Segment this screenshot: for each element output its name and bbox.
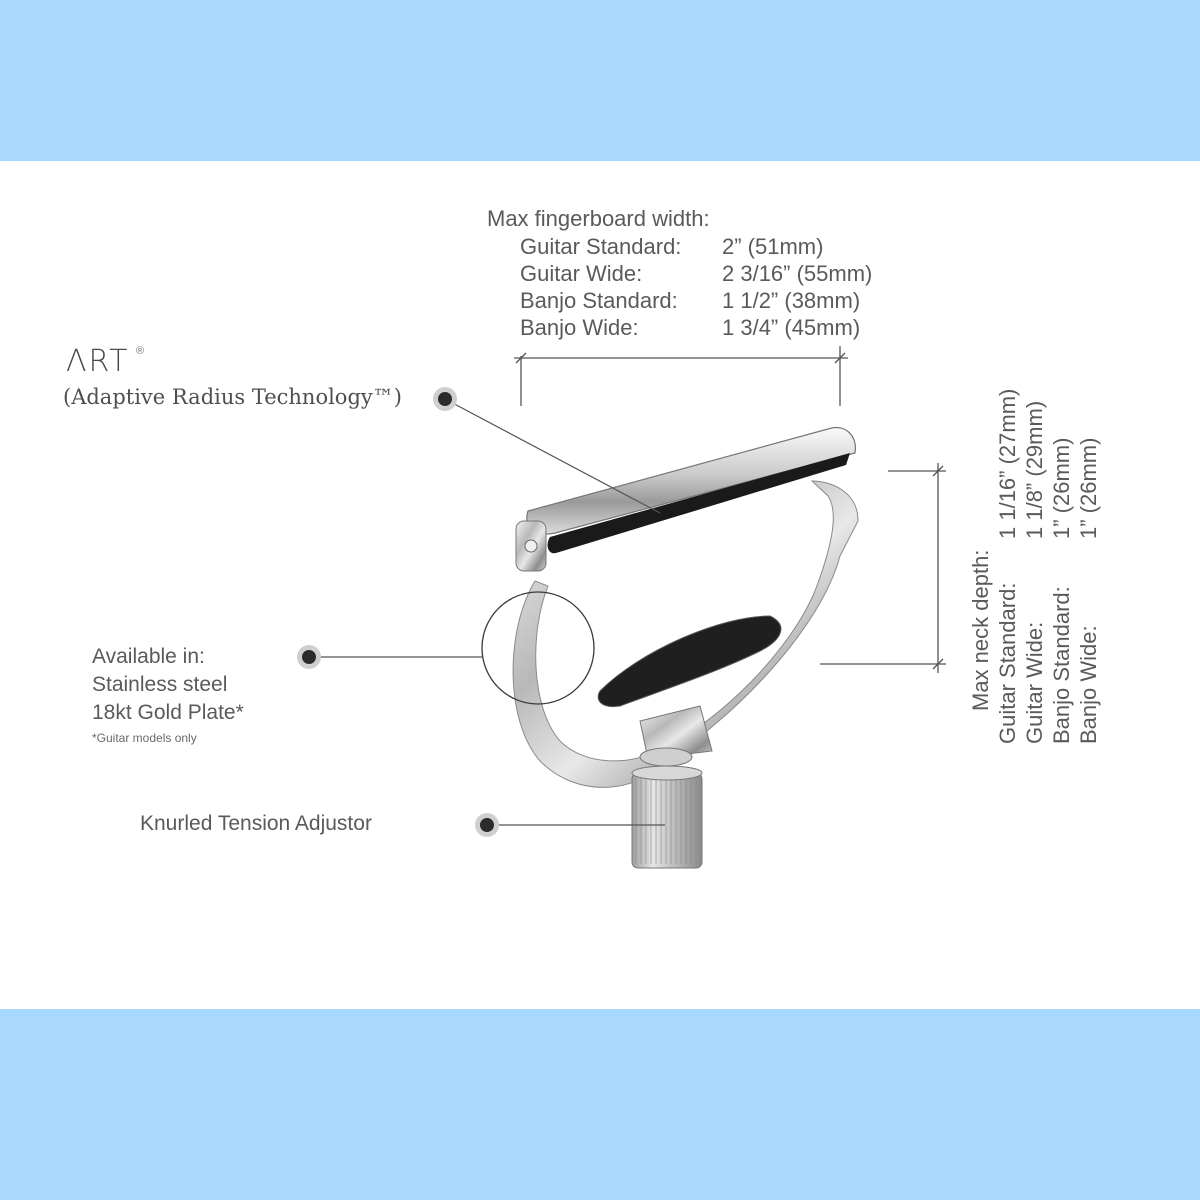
fingerboard-row-value: 1 1/2” (38mm) bbox=[722, 288, 861, 313]
neck-depth-row-value: 1 1/16” (27mm) bbox=[995, 388, 1020, 539]
availability-heading: Available in: bbox=[92, 645, 205, 668]
neck-depth-row-value: 1 1/8” (29mm) bbox=[1022, 400, 1047, 539]
fingerboard-width-title: Max fingerboard width: bbox=[487, 206, 710, 231]
neck-depth-title: Max neck depth: bbox=[968, 549, 993, 711]
fingerboard-row-label: Guitar Standard: bbox=[520, 234, 682, 259]
fingerboard-row-label: Guitar Wide: bbox=[520, 261, 643, 286]
neck-depth-row-value: 1” (26mm) bbox=[1049, 437, 1074, 539]
art-callout-dot bbox=[433, 387, 457, 411]
neck-depth-row-value: 1” (26mm) bbox=[1076, 437, 1101, 539]
fingerboard-row-value: 2 3/16” (55mm) bbox=[722, 261, 873, 286]
capo bbox=[513, 428, 858, 868]
availability-gold: 18kt Gold Plate* bbox=[92, 701, 244, 724]
neck-depth-row-label: Guitar Wide: bbox=[1022, 621, 1047, 744]
fingerboard-row-label: Banjo Wide: bbox=[520, 315, 639, 340]
neck-depth-row-label: Guitar Standard: bbox=[995, 582, 1020, 744]
fingerboard-row-value: 1 3/4” (45mm) bbox=[722, 315, 861, 340]
knurled-callout-dot bbox=[475, 813, 499, 837]
fingerboard-dimension-line bbox=[514, 346, 848, 406]
capo-illustration bbox=[0, 161, 1200, 1009]
content-panel bbox=[0, 161, 1200, 1009]
availability-footnote: *Guitar models only bbox=[92, 731, 197, 745]
art-callout-line bbox=[445, 399, 660, 513]
art-subtitle: (Adaptive Radius Technology™) bbox=[63, 385, 402, 409]
material-callout-dot bbox=[297, 645, 321, 669]
fingerboard-row-label: Banjo Standard: bbox=[520, 288, 678, 313]
fingerboard-row-value: 2” (51mm) bbox=[722, 234, 824, 259]
art-logo: ΛRT bbox=[66, 344, 130, 379]
neck-depth-row-label: Banjo Wide: bbox=[1076, 625, 1101, 744]
availability-stainless: Stainless steel bbox=[92, 673, 228, 696]
neck-depth-row-label: Banjo Standard: bbox=[1049, 586, 1074, 744]
knurled-adjustor-label: Knurled Tension Adjustor bbox=[140, 812, 372, 835]
registered-mark: ® bbox=[136, 345, 145, 357]
